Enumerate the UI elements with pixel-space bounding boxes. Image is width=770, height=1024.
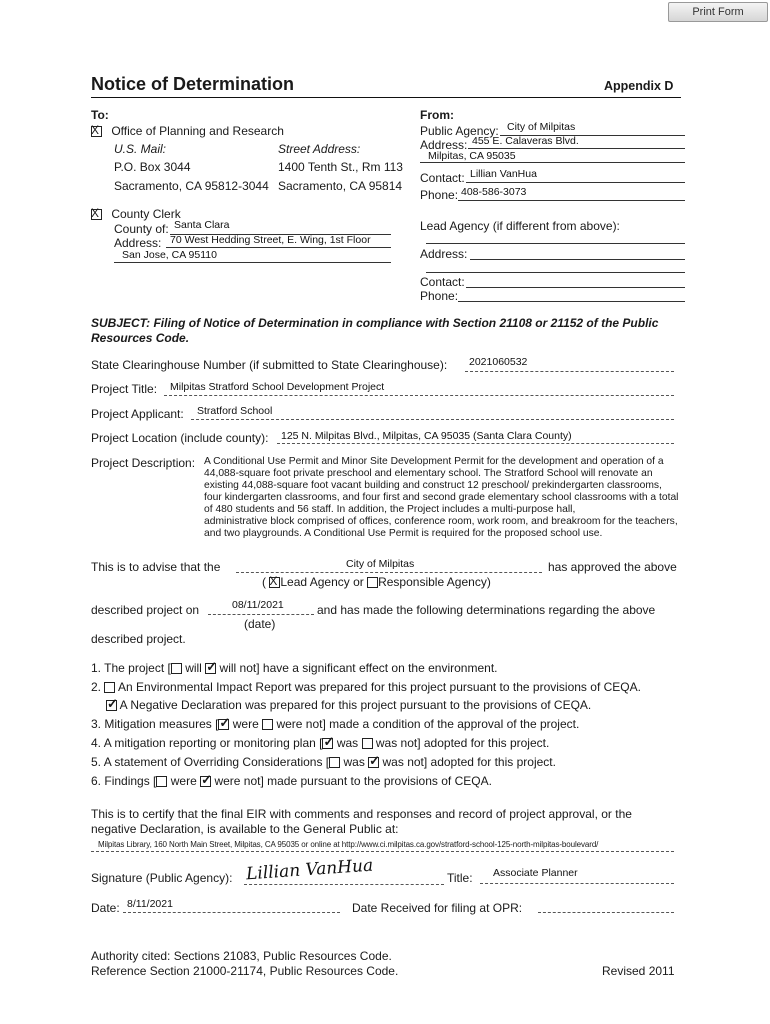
received-label: Date Received for filing at OPR: [352, 901, 523, 915]
sch-value[interactable]: 2021060532 [469, 356, 528, 368]
opr-city-street: Sacramento, CA 95814 [278, 179, 403, 193]
lead-phone-underline[interactable] [458, 301, 685, 302]
advise-suffix: has approved the above [548, 560, 677, 574]
revised-label: Revised 2011 [602, 964, 675, 978]
authority-cited: Authority cited: Sections 21083, Public Resources Code. [91, 949, 392, 963]
county-label: County of: [114, 222, 169, 236]
date-caption: (date) [244, 617, 276, 631]
sch-label: State Clearinghouse Number (if submitted to State Clearinghouse): [91, 358, 448, 372]
opr-street: 1400 Tenth St., Rm 113 [278, 160, 403, 174]
overriding-was-checkbox[interactable] [329, 757, 340, 768]
eir-checkbox[interactable] [104, 682, 115, 693]
phone-value[interactable]: 408-586-3073 [461, 186, 527, 198]
from-address-line2[interactable]: Milpitas, CA 95035 [428, 150, 516, 162]
applicant-label: Project Applicant: [91, 407, 184, 421]
mitigation-were-checkbox[interactable]: ✓ [219, 715, 231, 730]
lead-contact-underline[interactable] [466, 287, 685, 288]
date-label: Date: [91, 901, 120, 915]
po-box: P.O. Box 3044 [114, 160, 191, 174]
sch-underline [465, 371, 674, 372]
monitoring-was-checkbox[interactable]: ✓ [323, 734, 335, 749]
clerk-name: County Clerk [111, 207, 181, 221]
document-location-underline [91, 851, 674, 852]
determinations-intro: and has made the following determinations regarding the above [317, 603, 656, 617]
clerk-address-underline1 [166, 247, 391, 248]
from-label: From: [420, 108, 454, 122]
will-not-checkbox[interactable]: ✓ [206, 659, 218, 674]
approval-date-value[interactable]: 08/11/2021 [232, 599, 284, 611]
certify-line1: This is to certify that the final EIR with comments and responses and record of project approval, or the [91, 807, 632, 821]
description-text[interactable]: A Conditional Use Permit and Minor Site Development Permit for the development and operation of a 44,088-square foot private preschool and elementary school. The Stratford School will renovate an existing 44,088-square foot vacant building and construct 12 preschool/ prekindergarten classrooms, four kindergarten classrooms, and four first and second grade elementary school classrooms with a total of 480 students and 56 staff. In addition, the Project includes a multi-purpose hall, administrative block comprised of offices, conference room, work room, and breakroom for the teachers, and two playgrounds. A Conditional Use Permit is required for the proposed school use. [204, 456, 679, 539]
approval-date-underline [208, 614, 314, 615]
from-address-line1[interactable]: 455 E. Calaveras Blvd. [472, 135, 579, 147]
county-value[interactable]: Santa Clara [174, 219, 230, 231]
clerk-address-line1[interactable]: 70 West Hedding Street, E. Wing, 1st Floor [170, 234, 371, 246]
signature-date-underline [123, 912, 340, 913]
monitoring-was-not-checkbox[interactable] [362, 738, 373, 749]
clerk-row [91, 207, 181, 221]
signature-date-value[interactable]: 8/11/2021 [127, 898, 173, 910]
lead-contact-label: Contact: [420, 275, 465, 289]
lead-agency-underline[interactable] [426, 243, 685, 244]
location-underline [277, 443, 674, 444]
agency-type-row: ( X Lead Agency or Responsible Agency) [262, 574, 491, 589]
advise-agency-value[interactable]: City of Milpitas [346, 558, 415, 570]
clerk-address-label: Address: [114, 236, 162, 250]
determination-5: 5. A statement of Overriding Considerations [ was ✓ was not] adopted for this project. [91, 753, 556, 769]
lead-agency-checkbox[interactable]: X [269, 577, 280, 588]
signature-image[interactable]: Lillian VanHua [245, 855, 374, 885]
project-title-underline [164, 395, 674, 396]
subject-heading: SUBJECT: Filing of Notice of Determination in compliance with Section 21108 or 21152 of the Public Resources Code. [91, 316, 659, 345]
determination-2: 2. An Environmental Impact Report was prepared for this project pursuant to the provisions of CEQA. [91, 680, 641, 694]
opr-city-mail: Sacramento, CA 95812-3044 [114, 179, 269, 193]
reference-section: Reference Section 21000-21174, Public Resources Code. [91, 964, 399, 978]
project-title-label: Project Title: [91, 382, 158, 396]
from-address-underline1 [468, 148, 685, 149]
applicant-value[interactable]: Stratford School [197, 405, 273, 417]
agency-value[interactable]: City of Milpitas [507, 121, 576, 133]
title-underline [480, 883, 674, 884]
responsible-agency-checkbox[interactable] [367, 577, 378, 588]
advise-agency-underline [236, 572, 542, 573]
title-label: Title: [447, 871, 473, 885]
determination-2b: ✓ A Negative Declaration was prepared for this project pursuant to the provisions of CEQA. [107, 696, 592, 712]
overriding-was-not-checkbox[interactable]: ✓ [369, 753, 381, 768]
lead-address-underline1[interactable] [470, 259, 685, 260]
clerk-address-underline2 [114, 262, 391, 263]
appendix-label: Appendix D [604, 79, 674, 93]
contact-underline [466, 182, 685, 183]
lead-agency-label: Lead Agency (if different from above): [420, 219, 620, 233]
received-underline[interactable] [538, 912, 674, 913]
signature-label: Signature (Public Agency): [91, 871, 233, 885]
title-value[interactable]: Associate Planner [493, 867, 578, 879]
lead-address-label: Address: [420, 247, 468, 261]
opr-row [91, 124, 284, 138]
clerk-address-line2[interactable]: San Jose, CA 95110 [122, 249, 217, 261]
determination-3: 3. Mitigation measures [ ✓ were were not] made a condition of the approval of the project. [91, 715, 580, 731]
from-address-underline2 [420, 162, 685, 163]
from-address-label: Address: [420, 138, 468, 152]
contact-value[interactable]: Lillian VanHua [470, 168, 537, 180]
opr-checkbox[interactable]: X [91, 126, 102, 137]
location-label: Project Location (include county): [91, 431, 269, 445]
street-address-label: Street Address: [278, 142, 361, 156]
phone-label: Phone: [420, 188, 459, 202]
lead-phone-label: Phone: [420, 289, 459, 303]
applicant-underline [191, 419, 674, 420]
document-location[interactable]: Milpitas Library, 160 North Main Street, Milpitas, CA 95035 or online at http://www.ci.milpitas.ca.gov/stratford-school-125-north-milpitas-boulevard/ [98, 840, 599, 849]
agency-label: Public Agency: [420, 124, 499, 138]
described-prefix: described project on [91, 603, 200, 617]
findings-were-not-checkbox[interactable]: ✓ [201, 772, 212, 787]
location-value[interactable]: 125 N. Milpitas Blvd., Milpitas, CA 95035 (Santa Clara County) [281, 430, 572, 442]
described-suffix: described project. [91, 632, 186, 646]
findings-were-checkbox[interactable] [156, 776, 167, 787]
lead-address-underline2[interactable] [426, 272, 685, 273]
project-title-value[interactable]: Milpitas Stratford School Development Project [170, 381, 385, 393]
signature-underline [244, 884, 444, 885]
page-title: Notice of Determination [91, 74, 295, 94]
determination-4: 4. A mitigation reporting or monitoring plan [ ✓ was was not] adopted for this project. [91, 734, 550, 750]
will-checkbox[interactable] [171, 663, 182, 674]
print-form-button[interactable]: Print Form [668, 2, 768, 22]
description-label: Project Description: [91, 456, 196, 470]
to-label: To: [91, 108, 109, 122]
negative-declaration-checkbox[interactable]: ✓ [107, 696, 118, 711]
us-mail-label: U.S. Mail: [114, 142, 167, 156]
clerk-checkbox[interactable]: X [91, 209, 102, 220]
opr-name: Office of Planning and Research [111, 124, 284, 138]
determination-6: 6. Findings [ were ✓ were not] made pursuant to the provisions of CEQA. [91, 772, 492, 788]
phone-underline [458, 200, 685, 201]
header-rule [91, 97, 681, 98]
advise-prefix: This is to advise that the [91, 560, 221, 574]
contact-label: Contact: [420, 171, 465, 185]
mitigation-were-not-checkbox[interactable] [262, 719, 273, 730]
determination-1: 1. The project [ will ✓ will not] have a significant effect on the environment. [91, 659, 498, 675]
certify-line2: negative Declaration, is available to the General Public at: [91, 822, 399, 836]
